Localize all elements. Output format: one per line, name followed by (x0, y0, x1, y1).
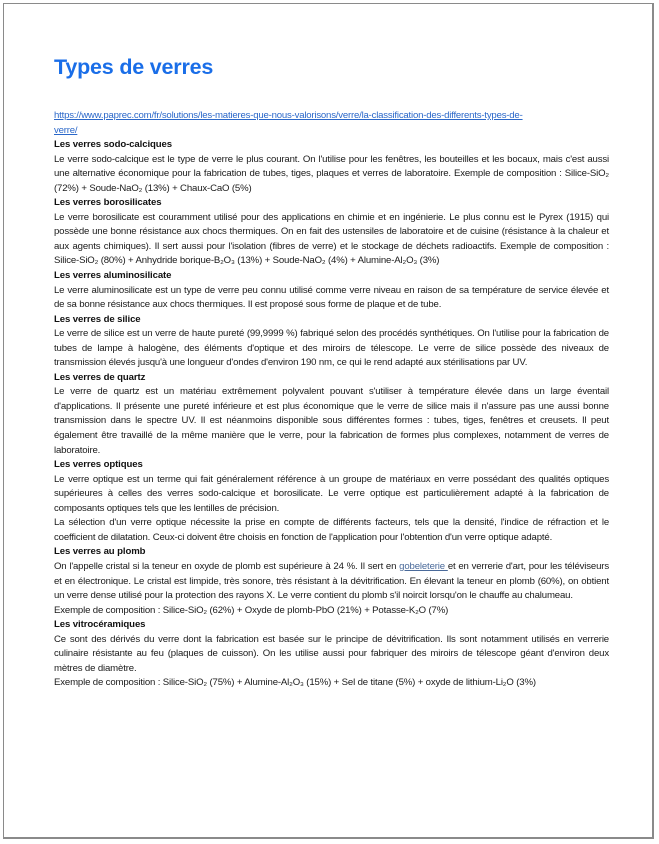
section-paragraph: Le verre aluminosilicate est un type de verre peu connu utilisé comme verre niveau en raison de sa température de service élevée et de sa bonne résistance aux chocs thermiques. Il est proposé sous forme de plaque et de tube. (54, 284, 609, 311)
paragraph-text: On l'appelle cristal si la teneur en oxyde de plomb est supérieure à 24 %. Il sert en (54, 560, 400, 572)
section-heading: Les verres sodo-calciques (54, 139, 173, 151)
section-heading: Les verres de silice (54, 313, 141, 325)
section-paragraph: Exemple de composition : Silice-SiO₂ (62%) + Oxyde de plomb-PbO (21%) + Potasse-K₂O (7%) (54, 604, 449, 616)
section-quartz (54, 371, 609, 458)
document-page (3, 3, 654, 839)
section-borosilicates (54, 196, 609, 269)
section-paragraph: La sélection d'un verre optique nécessite la prise en compte de différents facteurs, tels que la densité, l'indice de réfraction et le coefficient de dilatation. Ceux-ci doivent être choisis en fonction de l'application pour l'obtention d'un verre optique adapté. (54, 517, 609, 543)
section-paragraph: Le verre de quartz est un matériau extrêmement polyvalent pouvant s'utiliser à température élevée dans un large éventail d'applications. Il présente une pureté inférieure et est plus économique que le verre de silice mais il n'assure pas une aussi bonne transmission dans le spectre UV. Il est néanmoins disponible sous différentes formes : tubes, tiges, fenêtres et creusets. Il peut également être travaillé de la même manière que le verre, pour la fabrication de formes plus complexes, notamment de verres de laboratoire. (54, 386, 609, 456)
gobeleterie-link[interactable]: gobeleterie (399, 560, 448, 572)
source-link-line-2: verre/ (54, 124, 78, 136)
source-link[interactable] (54, 109, 609, 138)
section-optiques (54, 458, 609, 545)
section-paragraph: Ce sont des dérivés du verre dont la fabrication est basée sur le principe de dévitrification. Ils sont notamment utilisés en verrerie culinaire résistante au feu (plaques de cuisson). On les utilise aussi pour fabriquer des miroirs de télescope géant d'environ deux mètres de diamètre. (54, 633, 609, 674)
section-heading: Les vitrocéramiques (54, 619, 146, 631)
section-paragraph: Le verre borosilicate est couramment utilisé pour des applications en chimie et en ingénierie. Le plus connu est le Pyrex (1915) qui possède une bonne résistance aux chocs thermiques. On en fait des ustensiles de laboratoire et de cuisine (résistance à la chaleur et aux agents chimiques). Il sert aussi pour l'isolation (fibres de verre) et le stockage de déchets radioactifs. Exemple de composition : Silice-SiO₂ (80%) + Anhydride borique-B₂O₃ (13%) + Soude-NaO₂ (4%) + Alumine-Al₂O₃ (3%) (54, 211, 609, 267)
section-aluminosilicate (54, 269, 609, 313)
section-heading: Les verres optiques (54, 459, 143, 471)
section-plomb (54, 545, 609, 618)
section-paragraph: Le verre sodo-calcique est le type de verre le plus courant. On l'utilise pour les fenêtres, les bouteilles et les bocaux, mais c'est aussi une alternative économique pour la fabrication de tubes, tiges, plaques et verres de laboratoire. Exemple de composition : Silice-SiO₂ (72%) + Soude-NaO₂ (13%) + Chaux-CaO (5%) (54, 153, 609, 194)
section-paragraph: Exemple de composition : Silice-SiO₂ (75%) + Alumine-Al₂O₃ (15%) + Sel de titane (5%) + oxyde de lithium-Li₂O (3%) (54, 677, 536, 689)
document-body (54, 52, 609, 691)
section-sodo-calciques (54, 138, 609, 196)
section-paragraph: Le verre de silice est un verre de haute pureté (99,9999 %) fabriqué selon des procédés synthétiques. On l'utilise pour la fabrication de tubes de lampe à halogène, des éléments d'optique et des miroirs de télescope. Le verre de silice possède des niveaux de transmission élevés jusqu'à une longueur d'ondes d'environ 190 nm, ce qui le rend adapté aux stérilisations par UV. (54, 328, 609, 369)
section-heading: Les verres au plomb (54, 546, 146, 558)
section-paragraph (54, 560, 609, 604)
source-link-line-1: https://www.paprec.com/fr/solutions/les-matieres-que-nous-valorisons/verre/la-classification-des-differents-types-de- (54, 110, 523, 121)
section-paragraph: Le verre optique est un terme qui fait généralement référence à un groupe de matériaux en verre possédant des qualités optiques supérieures à celles des verres sodo-calcique et borosilicate. Le verre optique est particulièrement adapté à la fabrication de composants optiques tels que les lentilles de précision. (54, 473, 609, 514)
section-heading: Les verres de quartz (54, 371, 146, 383)
section-silice (54, 313, 609, 371)
paragraph-text: et en verrerie d'art, pour les téléviseurs et en électronique. Le cristal est limpide, très sonore, très résistant à la dévitrification. En élevant la teneur en plomb (60%), on obtient un verre dense utilisé pour la protection des rayons X. Le verre contient du plomb s'il noircit lorsqu'on le chauffe au chalumeau. (54, 560, 609, 602)
page-title: Types de verres (54, 55, 214, 79)
section-vitroceramiques (54, 618, 609, 691)
section-heading: Les verres borosilicates (54, 197, 162, 209)
section-heading: Les verres aluminosilicate (54, 270, 172, 282)
